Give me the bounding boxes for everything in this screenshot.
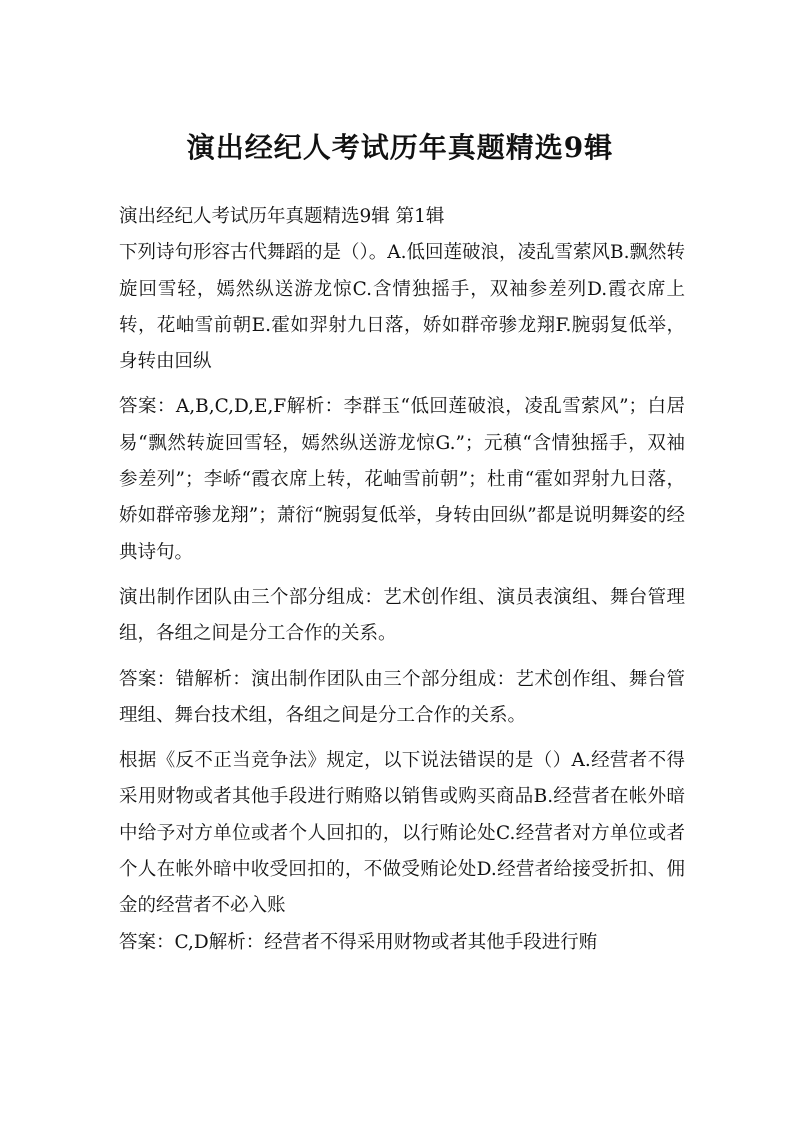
question-3: 根据《反不正当竞争法》规定，以下说法错误的是（）A.经营者不得采用财物或者其他手段进行贿赂以销售或购买商品B.经营者在帐外暗中给予对方单位或者个人回扣的，以行贿论处C.经营者对方单位或者个人在帐外暗中收受回扣的，不做受贿论处D.经营者给接受折扣、佣金的经营者不必入账	[119, 750, 685, 917]
paragraph-gap	[119, 734, 685, 743]
question-1: 下列诗句形容古代舞蹈的是（）。A.低回莲破浪，凌乱雪萦风B.飘然转旋回雪轻，嫣然纵送游龙惊C.含情独摇手，双袖参差列D.霞衣席上转，花岫雪前朝E.霍如羿射九日落，娇如群帝骖龙翔F.腕弱复低举，身转由回纵	[119, 242, 685, 373]
subtitle: 演出经纪人考试历年真题精选9辑 第1辑	[119, 206, 445, 227]
answer-3: 答案：C,D解析：经营者不得采用财物或者其他手段进行贿	[119, 931, 598, 953]
paragraph-gap	[119, 571, 685, 580]
paragraph-gap	[119, 653, 685, 662]
question-2: 演出制作团队由三个部分组成：艺术创作组、演员表演组、舞台管理组，各组之间是分工合作的关系。	[119, 586, 685, 645]
answer-1: 答案：A,B,C,D,E,F解析：李群玉“低回莲破浪，凌乱雪萦风”；白居易“飘然转旋回雪轻，嫣然纵送游龙惊G.”；元稹“含情独摇手，双袖参差列”；李峤“霞衣席上转，花岫雪前朝”；杜甫“霍如羿射九日落，娇如群帝骖龙翔”；萧衍“腕弱复低举，身转由回纵”都是说明舞姿的经典诗句。	[119, 396, 685, 563]
document-body	[119, 199, 685, 961]
answer-2: 答案：错解析：演出制作团队由三个部分组成：艺术创作组、舞台管理组、舞台技术组，各组之间是分工合作的关系。	[119, 668, 685, 726]
page-title: 演出经纪人考试历年真题精选9辑	[186, 131, 614, 164]
paragraph-gap	[119, 380, 685, 389]
